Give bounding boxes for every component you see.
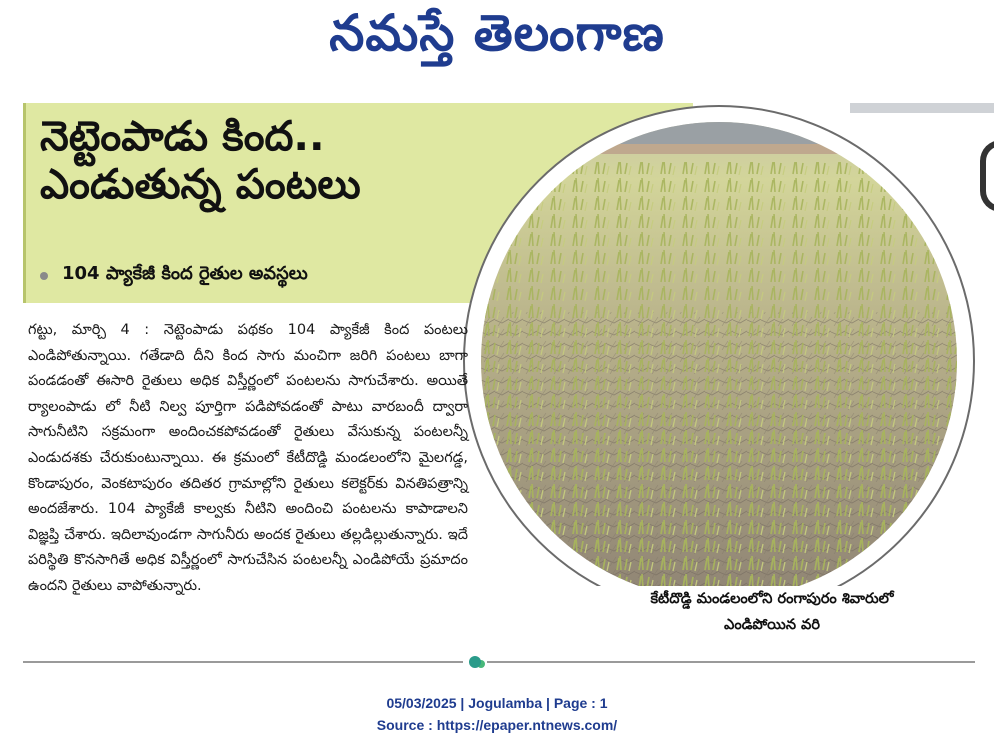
- adjacent-headline-fragment: [980, 140, 994, 212]
- photo-caption: [588, 586, 956, 638]
- headline-panel-accent: [23, 103, 26, 303]
- adjacent-article-strip: [850, 103, 994, 113]
- bullet-icon: [40, 272, 48, 280]
- edition-info: 05/03/2025 | Jogulamba | Page : 1: [386, 695, 608, 711]
- headline-line-2: ఎండుతున్న పంటలు: [40, 160, 361, 208]
- photo-caption-line-2: ఎండిపోయిన వరి: [724, 617, 820, 633]
- headline-line-1: నెట్టెంపాడు కింద..: [40, 112, 325, 160]
- article-subheadline: [40, 263, 480, 288]
- source-link[interactable]: Source : https://epaper.ntnews.com/: [376, 717, 618, 733]
- newspaper-masthead: నమస్తే తెలంగాణ: [329, 3, 665, 62]
- article-headline: [40, 112, 500, 208]
- publisher-logo-icon: [463, 651, 487, 673]
- page-divider: [23, 661, 975, 663]
- epaper-footer: [0, 692, 994, 736]
- article-photo: [481, 122, 957, 600]
- subheadline-text: 104 ప్యాకేజీ కింద రైతుల అవస్థలు: [62, 263, 308, 284]
- photo-caption-line-1: కేటీదొడ్డి మండలంలోని రంగాపురం శివారులో: [650, 591, 894, 607]
- article-body: గట్టు, మార్చి 4 : నెట్టెంపాడు పథకం 104 ప్యాకేజీ కింద పంటలు ఎండిపోతున్నాయి. గతేడాది దీని కింద సాగు మంచిగా జరిగి పంటలు బాగా పండడంతో ఈసారి రైతులు అధిక విస్తీర్ణంలో పంటలను సాగుచేశారు. అయితే ర్యాలంపాడు లో నీటి నిల్వ పూర్తిగా పడిపోవడంతో పాటు వారబందీ ద్వారా సాగునీటిని సక్రమంగా అందించకపోవడంతో రైతులు వేసుకున్న పంటలన్నీ ఎండుదశకు చేరుకుంటున్నాయి. ఈ క్రమంలో కేటీదొడ్డి మండలంలోని మైలగడ్డ, కొండాపురం, వెంకటాపురం తదితర గ్రామాల్లోని రైతులు కలెక్టర్‌కు వినతిపత్రాన్ని అందజేశారు. 104 ప్యాకేజీ కాల్వకు నీటిని అందించి పంటలను కాపాడాలని విజ్ఞప్తి చేశారు. ఇదిలావుండగా సాగునీరు అందక రైతులు తల్లడిల్లుతున్నారు. ఇదే పరిస్థితి కొనసాగితే అధిక విస్తీర్ణంలో సాగుచేసిన పంటలన్నీ ఎండిపోయే ప్రమాదం ఉందని రైతులు వాపోతున్నారు.: [28, 322, 468, 594]
